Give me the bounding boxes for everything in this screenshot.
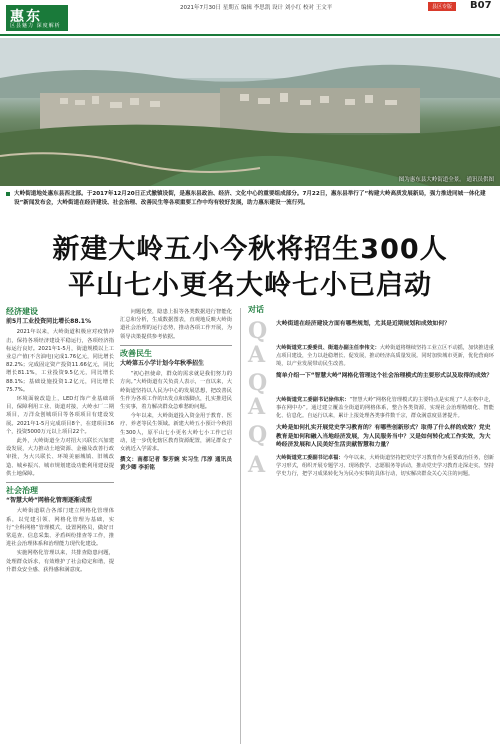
- lead-bullet: [6, 192, 10, 196]
- headline-line-2: 平山七小更名大岭七小已启动: [68, 270, 432, 301]
- section-divider: [120, 345, 232, 346]
- question-text: 简单介绍一下“智慧大岭”网格化管理这个社会治理模式的主要形式以及取得的成效？: [276, 373, 493, 379]
- section-tag: 县区专版: [428, 2, 456, 11]
- answer-speaker: 大岭街道党工委副书记卓福：: [276, 454, 344, 461]
- headline-line-1: 新建大岭五小今秋将招生300人: [52, 234, 448, 265]
- a-mark: A: [248, 342, 266, 368]
- dialogue-section: [248, 304, 494, 482]
- issue-info: 2021年7月30日 星期五 编辑 李思凯 设计 刘小红 校对 王文平: [180, 5, 333, 11]
- answer-speaker: 大岭街道党工委委员、街道办副主任李伟文：: [276, 345, 380, 351]
- lead-text: 大岭街道地处惠东县西北部。于2017年12月20日正式撤镇设街，是惠东县政治、经济、文化中心的重要组成部分。7月22日，惠东县举行了“构建大岭高质发展新局，强力推进同城一体化建设”新闻发布会，大岭街道在经济建设、社会治理、改善民生等各项重要工作中均有较好发展，助力惠东建设一流行列。: [14, 191, 486, 206]
- brand-slogan: 区县魅力 深度解析: [10, 23, 61, 29]
- answer-body: 大岭街道将继续坚持工业立区不动摇，加快推进重点项目建设，全力以赴稳增长、促发展，推动经济高质量发展。同时加快城市更新，优化营商环境，以产业发展带动民生改善。: [276, 345, 494, 367]
- answer-text: [276, 344, 494, 368]
- q-mark: Q: [248, 370, 268, 396]
- paragraph: 实施网格化管理以来，共排查隐患问题，处理群众诉求，有效维护了社会稳定和谐，提升群众安全感、获得感和满意度。: [6, 550, 114, 573]
- question-block: [248, 370, 494, 396]
- answer-speaker: 大岭街道党工委副书记徐伟东：: [276, 397, 350, 403]
- question-block: [248, 318, 494, 344]
- question-text: 大岭是如何扎实开展党史学习教育的？有哪些创新形式？取得了什么样的成效？党史教育是如何和融入当地经济发展，为人民服务当中？又是如何转化成工作实效，为大岭经济发展和人民美好生活贡献智慧和力量？: [276, 425, 491, 448]
- paragraph: 今年以来，大岭街道投入资金用于教育、医疗、养老等民生领域。新建大岭五小预计今秋招生300人，原平山七小更名大岭七小工作已启动，进一步优化辖区教育资源配置，满足群众子女就近入学需求。: [120, 413, 232, 453]
- header-rule: [0, 34, 500, 36]
- column-livelihood: [120, 308, 232, 473]
- answer-block: [248, 451, 494, 478]
- answer-body: “智慧大岭”网格化管理模式的主要特点是实现了“人在格中走，事在网中办”。通过建立覆盖全街道的网格体系，整合各类资源，实现社会治理精细化、智能化、信息化。自运行以来，累计上报处理各类事件数千宗，群众满意度显著提升。: [276, 397, 494, 419]
- paragraph: “初心担使命，群众的需求就是我们努力的方向。”大岭街道有关负责人表示，一直以来，大岭街道坚持以人民为中心的发展思想，把改善民生作为各项工作的出发点和落脚点，扎实推进民生实事，着力解决群众急难愁盼问题。: [120, 371, 232, 411]
- aerial-photo-illustration: [0, 38, 500, 186]
- question-block: [248, 424, 494, 450]
- answer-block: [248, 344, 494, 368]
- paragraph: 大岭街道联合各部门建立网格化管理体系，以党建引领、网格化管理为基础，实行“全科网格”管理模式，设置网格员，做好日常巡查、信息采集、矛盾纠纷排查等工作，推进社会治理体系和治理能力现代化建设。: [6, 508, 114, 548]
- section-title: 改善民生: [120, 348, 152, 358]
- column-economy: [6, 308, 114, 575]
- dialogue-title: 对话: [248, 305, 264, 314]
- a-mark: A: [248, 451, 266, 478]
- section-subtitle: 大岭第五小学计划今年秋季招生: [120, 360, 205, 368]
- answer-block: [248, 396, 494, 420]
- page-number: B07: [470, 0, 492, 11]
- brand-logo: [6, 5, 68, 31]
- paragraph: 此外，大岭街道全力对招大兴联长兴加建设发展，大力推动土地资源、金融及改善行政审批，为大兴联长、环境美丽城镇、旧城改造、城乡振兴、城市规划建设功能利用建设提供土地保障。: [6, 438, 114, 477]
- answer-text: [276, 396, 494, 420]
- question-text: 大岭街道在经济建设方面有哪些规划，尤其是近期规划和成效如何？: [276, 321, 450, 327]
- byline: 撰文：南都记者 黎芳婉 实习生 邝淳 通讯员 黄少卿 李祈铭: [120, 457, 232, 472]
- section-title: 社会治理: [6, 486, 38, 496]
- section-title: 经济建设: [6, 307, 38, 316]
- section-divider: [6, 482, 114, 483]
- headline: [0, 232, 500, 304]
- column-divider: [240, 308, 241, 744]
- answer-body: 今年以来，大岭街道坚持把党史学习教育作为重要政治任务，创新学习形式，组织开展专题学习、现场教学、志愿服务等活动，推动党史学习教育走深走实。坚持学史力行，把学习成果转化为为民办实事的具体行动，切实解决群众关心关注的问题。: [276, 454, 494, 477]
- section-subtitle: “智慧大岭”网格化管理逐渐成型: [6, 497, 92, 505]
- q-mark: Q: [248, 318, 268, 344]
- answer-text: [276, 454, 494, 478]
- paragraph: 问题化整，隐患上报等各类数据进行智能化汇总和分析，生成数据图表，直观地反映大岭街道社会治理的运行态势，推动各项工作开展，为领导决策提供参考依据。: [120, 309, 232, 340]
- q-mark: Q: [248, 422, 268, 448]
- section-subtitle: 前5月工业投资同比增长88.1%: [6, 318, 91, 326]
- photo-caption: 图为惠东县大岭街道全景。 通讯员供图: [398, 177, 494, 183]
- a-mark: A: [248, 394, 266, 420]
- aerial-photo: [0, 38, 500, 186]
- paragraph: 环境面貌改造上，LED灯饰产业基础项目，保障利用工业、街道对接，大岭水厂二期项目，万洋众创城项目等各项项目有建设发展。2021年1-5月完成项目8个，在建项目36个，投资5000万元以上项目22个。: [6, 396, 114, 435]
- lead-summary: [6, 190, 494, 226]
- masthead: [0, 0, 500, 36]
- brand-name: 惠东: [10, 9, 42, 25]
- paragraph: 2021年以来，大岭街道积极应对疫情冲击，保持各项经济建设平稳运行，各项经济指标运行良好。2021年1-5月，街道规模以上工业总产值(不含油电)完成1.76亿元，同比增长82.2%；完成固定资产投资11.66亿元，同比增长81.1%，工业投资9.5亿元，同比增长88.1%；基础设施投资1.2亿元，同比增长75.7%。: [6, 329, 114, 393]
